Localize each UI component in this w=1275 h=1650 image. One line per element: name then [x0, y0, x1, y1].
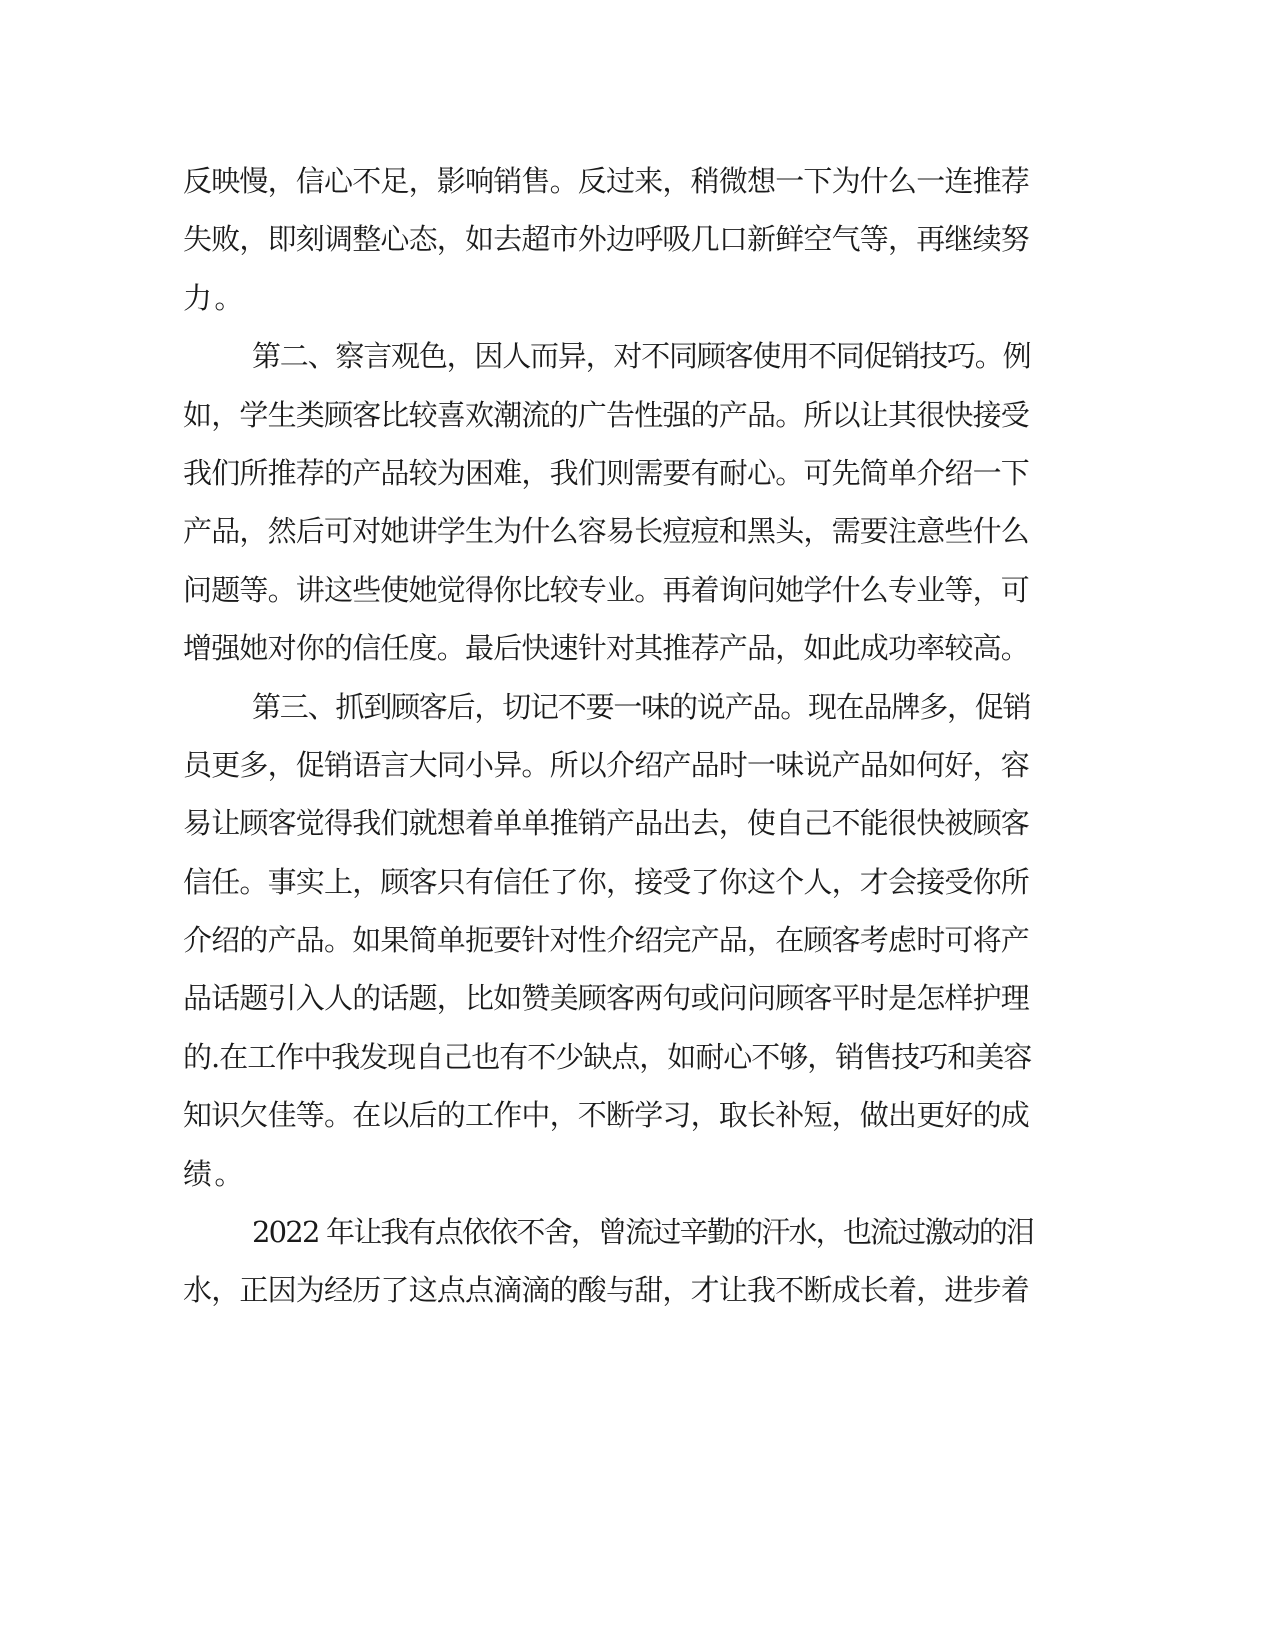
text-line: 2022 年让我有点依依不舍，曾流过辛勤的汗水，也流过激动的泪	[252, 1215, 1034, 1250]
text-line: 员更多，促销语言大同小异。所以介绍产品时一味说产品如何好，容	[183, 747, 1030, 782]
text-line: 我们所推荐的产品较为困难，我们则需要有耐心。可先简单介绍一下	[183, 455, 1030, 490]
text-line: 水，正因为经历了这点点滴滴的酸与甜，才让我不断成长着，进步着	[183, 1273, 1030, 1308]
text-line: 知识欠佳等。在以后的工作中，不断学习，取长补短，做出更好的成	[183, 1098, 1030, 1133]
text-line: 失败，即刻调整心态，如去超市外边呼吸几口新鲜空气等，再继续努	[183, 222, 1030, 257]
text-line: 增强她对你的信任度。最后快速针对其推荐产品，如此成功率较高。	[183, 631, 1030, 666]
text-line: 产品，然后可对她讲学生为什么容易长痘痘和黑头，需要注意些什么	[183, 514, 1030, 549]
body-text	[183, 152, 1033, 1320]
text-line: 绩。	[183, 1156, 246, 1191]
text-line: 力。	[183, 280, 246, 315]
text-line: 问题等。讲这些使她觉得你比较专业。再着询问她学什么专业等，可	[183, 572, 1030, 607]
text-line: 反映慢，信心不足，影响销售。反过来，稍微想一下为什么一连推荐	[183, 164, 1030, 198]
text-line: 第三、抓到顾客后，切记不要一味的说产品。现在品牌多，促销	[252, 689, 1031, 724]
text-line: 第二、察言观色，因人而异，对不同顾客使用不同促销技巧。例	[252, 339, 1031, 374]
text-line: 介绍的产品。如果简单扼要针对性介绍完产品，在顾客考虑时可将产	[183, 923, 1030, 958]
text-line: 易让顾客觉得我们就想着单单推销产品出去，使自己不能很快被顾客	[183, 806, 1030, 841]
text-line: 品话题引入人的话题，比如赞美顾客两句或问问顾客平时是怎样护理	[183, 981, 1030, 1016]
text-line: 如，学生类顾客比较喜欢潮流的广告性强的产品。所以让其很快接受	[183, 397, 1030, 432]
text-line: 的.在工作中我发现自己也有不少缺点，如耐心不够，销售技巧和美容	[183, 1039, 1032, 1074]
text-line: 信任。事实上，顾客只有信任了你，接受了你这个人，才会接受你所	[183, 864, 1030, 899]
